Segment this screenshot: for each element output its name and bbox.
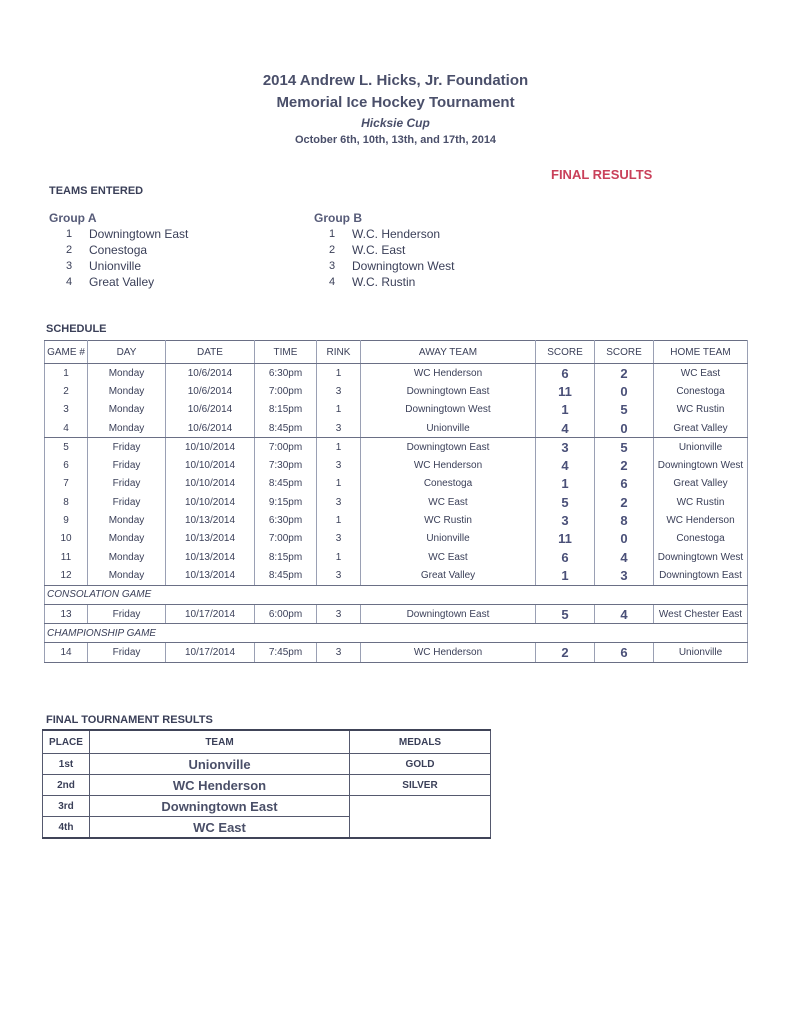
column-header: DATE	[166, 341, 255, 364]
team-number: 2	[328, 244, 336, 256]
home-team: Great Valley	[654, 419, 748, 438]
game-number: 7	[45, 475, 88, 493]
game-day: Monday	[88, 419, 166, 438]
group-b-team	[312, 242, 455, 258]
game-date: 10/13/2014	[166, 511, 255, 529]
team-number: 1	[328, 228, 336, 240]
game-day: Monday	[88, 511, 166, 529]
game-day: Friday	[88, 493, 166, 511]
home-team: WC East	[654, 364, 748, 383]
home-team: WC Rustin	[654, 493, 748, 511]
medal: SILVER	[350, 775, 491, 796]
away-team: Downingtown East	[361, 438, 536, 457]
game-day: Friday	[88, 475, 166, 493]
game-row	[45, 456, 748, 474]
home-team: WC Henderson	[654, 511, 748, 529]
team-name: W.C. Henderson	[352, 227, 441, 241]
away-team: Great Valley	[361, 566, 536, 585]
game-time: 6:30pm	[255, 364, 317, 383]
final-tournament-results-heading: FINAL TOURNAMENT RESULTS	[46, 714, 213, 726]
team: Unionville	[90, 754, 350, 775]
game-row	[45, 511, 748, 529]
away-score: 11	[536, 530, 595, 548]
group-a-list	[49, 226, 188, 290]
game-rink: 1	[317, 401, 361, 419]
team-name: W.C. East	[352, 243, 406, 257]
game-time: 8:15pm	[255, 548, 317, 566]
away-team: Conestoga	[361, 475, 536, 493]
game-date: 10/6/2014	[166, 382, 255, 400]
team-name: Great Valley	[89, 275, 155, 289]
away-score: 6	[536, 364, 595, 383]
team-name: W.C. Rustin	[352, 275, 416, 289]
home-team: Downingtown West	[654, 548, 748, 566]
game-row	[45, 548, 748, 566]
home-score: 5	[595, 401, 654, 419]
game-number: 14	[45, 643, 88, 662]
away-score: 1	[536, 401, 595, 419]
home-score: 2	[595, 364, 654, 383]
game-time: 6:30pm	[255, 511, 317, 529]
away-team: Downingtown West	[361, 401, 536, 419]
column-header: SCORE	[536, 341, 595, 364]
game-time: 9:15pm	[255, 493, 317, 511]
group-a-label: Group A	[49, 211, 97, 225]
game-row	[45, 530, 748, 548]
game-row	[45, 364, 748, 383]
column-header: HOME TEAM	[654, 341, 748, 364]
home-team: WC Rustin	[654, 401, 748, 419]
team-number: 2	[65, 244, 73, 256]
place: 2nd	[43, 775, 90, 796]
game-rink: 1	[317, 438, 361, 457]
final-results-table	[42, 729, 491, 839]
game-number: 5	[45, 438, 88, 457]
home-team: Great Valley	[654, 475, 748, 493]
home-score: 0	[595, 382, 654, 400]
results-header-row	[43, 730, 491, 754]
tournament-title: 2014 Andrew L. Hicks, Jr. Foundation	[262, 72, 529, 89]
column-header: SCORE	[595, 341, 654, 364]
away-team: WC Rustin	[361, 511, 536, 529]
championship-label-row	[45, 624, 748, 643]
game-rink: 3	[317, 530, 361, 548]
team-name: Downingtown West	[352, 259, 455, 273]
home-score: 0	[595, 419, 654, 438]
game-rink: 3	[317, 643, 361, 662]
home-team: Unionville	[654, 438, 748, 457]
away-team: WC Henderson	[361, 643, 536, 662]
game-row	[45, 493, 748, 511]
game-date: 10/10/2014	[166, 456, 255, 474]
championship-label: CHAMPIONSHIP GAME	[45, 624, 748, 643]
team-number: 4	[65, 276, 73, 288]
game-day: Friday	[88, 604, 166, 623]
game-time: 7:30pm	[255, 456, 317, 474]
home-score: 4	[595, 604, 654, 623]
game-date: 10/10/2014	[166, 475, 255, 493]
schedule-header-row	[45, 341, 748, 364]
game-day: Monday	[88, 548, 166, 566]
game-number: 9	[45, 511, 88, 529]
cup-name: Hicksie Cup	[361, 116, 430, 130]
column-header: DAY	[88, 341, 166, 364]
home-score: 2	[595, 456, 654, 474]
game-day: Monday	[88, 530, 166, 548]
home-team: Conestoga	[654, 530, 748, 548]
medal	[350, 796, 491, 817]
game-rink: 3	[317, 493, 361, 511]
away-team: Downingtown East	[361, 382, 536, 400]
tournament-subtitle: Memorial Ice Hockey Tournament	[276, 94, 515, 111]
game-time: 7:00pm	[255, 382, 317, 400]
group-b-team	[312, 274, 455, 290]
group-a-team	[49, 258, 188, 274]
home-team: Unionville	[654, 643, 748, 662]
results-row	[43, 817, 491, 839]
home-score: 8	[595, 511, 654, 529]
place: 3rd	[43, 796, 90, 817]
team-number: 3	[65, 260, 73, 272]
team-number: 1	[65, 228, 73, 240]
game-date: 10/6/2014	[166, 364, 255, 383]
away-score: 2	[536, 643, 595, 662]
away-team: Downingtown East	[361, 604, 536, 623]
team-name: Downingtown East	[89, 227, 189, 241]
away-team: WC Henderson	[361, 364, 536, 383]
game-date: 10/6/2014	[166, 419, 255, 438]
place: 1st	[43, 754, 90, 775]
game-time: 8:45pm	[255, 419, 317, 438]
championship-game-row	[45, 643, 748, 662]
game-rink: 3	[317, 456, 361, 474]
game-rink: 1	[317, 511, 361, 529]
group-a-team	[49, 274, 188, 290]
team: WC Henderson	[90, 775, 350, 796]
game-row	[45, 566, 748, 585]
column-header: AWAY TEAM	[361, 341, 536, 364]
column-header: GAME #	[45, 341, 88, 364]
team-number: 4	[328, 276, 336, 288]
home-score: 3	[595, 566, 654, 585]
teams-entered-heading: TEAMS ENTERED	[49, 185, 144, 197]
game-day: Friday	[88, 456, 166, 474]
home-score: 6	[595, 475, 654, 493]
group-b-team	[312, 226, 455, 242]
game-time: 7:00pm	[255, 438, 317, 457]
tournament-dates: October 6th, 10th, 13th, and 17th, 2014	[294, 134, 497, 146]
game-date: 10/13/2014	[166, 566, 255, 585]
game-row	[45, 382, 748, 400]
group-b-team	[312, 258, 455, 274]
medal	[350, 817, 491, 839]
game-rink: 3	[317, 566, 361, 585]
column-header: MEDALS	[350, 730, 491, 754]
group-b-label: Group B	[314, 211, 362, 225]
away-score: 6	[536, 548, 595, 566]
game-time: 8:45pm	[255, 566, 317, 585]
game-rink: 3	[317, 604, 361, 623]
game-number: 6	[45, 456, 88, 474]
home-score: 5	[595, 438, 654, 457]
game-row	[45, 419, 748, 438]
game-number: 1	[45, 364, 88, 383]
away-score: 3	[536, 438, 595, 457]
game-date: 10/17/2014	[166, 604, 255, 623]
column-header: TEAM	[90, 730, 350, 754]
game-row	[45, 475, 748, 493]
game-day: Monday	[88, 382, 166, 400]
home-score: 0	[595, 530, 654, 548]
consolation-label: CONSOLATION GAME	[45, 585, 748, 604]
game-time: 7:45pm	[255, 643, 317, 662]
game-date: 10/10/2014	[166, 493, 255, 511]
away-team: WC East	[361, 493, 536, 511]
away-score: 5	[536, 493, 595, 511]
team-name: Conestoga	[89, 243, 148, 257]
away-team: Unionville	[361, 530, 536, 548]
home-team: Conestoga	[654, 382, 748, 400]
game-row	[45, 401, 748, 419]
results-row	[43, 796, 491, 817]
column-header: RINK	[317, 341, 361, 364]
team-name: Unionville	[89, 259, 142, 273]
game-number: 2	[45, 382, 88, 400]
team: Downingtown East	[90, 796, 350, 817]
place: 4th	[43, 817, 90, 839]
team: WC East	[90, 817, 350, 839]
game-rink: 1	[317, 364, 361, 383]
game-number: 3	[45, 401, 88, 419]
game-date: 10/10/2014	[166, 438, 255, 457]
game-date: 10/17/2014	[166, 643, 255, 662]
game-date: 10/13/2014	[166, 530, 255, 548]
results-row	[43, 754, 491, 775]
game-day: Friday	[88, 643, 166, 662]
game-time: 8:45pm	[255, 475, 317, 493]
game-number: 11	[45, 548, 88, 566]
schedule-heading: SCHEDULE	[46, 323, 107, 335]
game-number: 4	[45, 419, 88, 438]
schedule-table	[44, 340, 748, 663]
home-score: 2	[595, 493, 654, 511]
home-team: Downingtown East	[654, 566, 748, 585]
home-score: 4	[595, 548, 654, 566]
game-rink: 3	[317, 419, 361, 438]
game-day: Monday	[88, 364, 166, 383]
game-time: 7:00pm	[255, 530, 317, 548]
game-number: 13	[45, 604, 88, 623]
away-score: 4	[536, 456, 595, 474]
away-score: 3	[536, 511, 595, 529]
home-score: 6	[595, 643, 654, 662]
home-team: West Chester East	[654, 604, 748, 623]
away-team: WC East	[361, 548, 536, 566]
game-number: 8	[45, 493, 88, 511]
results-row	[43, 775, 491, 796]
team-number: 3	[328, 260, 336, 272]
game-time: 6:00pm	[255, 604, 317, 623]
away-score: 5	[536, 604, 595, 623]
column-header: TIME	[255, 341, 317, 364]
game-number: 12	[45, 566, 88, 585]
game-date: 10/6/2014	[166, 401, 255, 419]
group-a-team	[49, 226, 188, 242]
game-number: 10	[45, 530, 88, 548]
game-row	[45, 438, 748, 457]
column-header: PLACE	[43, 730, 90, 754]
away-score: 11	[536, 382, 595, 400]
game-date: 10/13/2014	[166, 548, 255, 566]
consolation-label-row	[45, 585, 748, 604]
consolation-game-row	[45, 604, 748, 623]
group-a-team	[49, 242, 188, 258]
game-day: Monday	[88, 401, 166, 419]
game-day: Friday	[88, 438, 166, 457]
away-score: 1	[536, 475, 595, 493]
game-rink: 1	[317, 475, 361, 493]
away-score: 1	[536, 566, 595, 585]
away-team: Unionville	[361, 419, 536, 438]
away-team: WC Henderson	[361, 456, 536, 474]
game-rink: 1	[317, 548, 361, 566]
game-time: 8:15pm	[255, 401, 317, 419]
group-b-list	[312, 226, 455, 290]
final-results-label: FINAL RESULTS	[551, 167, 653, 182]
home-team: Downingtown West	[654, 456, 748, 474]
game-day: Monday	[88, 566, 166, 585]
game-rink: 3	[317, 382, 361, 400]
medal: GOLD	[350, 754, 491, 775]
away-score: 4	[536, 419, 595, 438]
